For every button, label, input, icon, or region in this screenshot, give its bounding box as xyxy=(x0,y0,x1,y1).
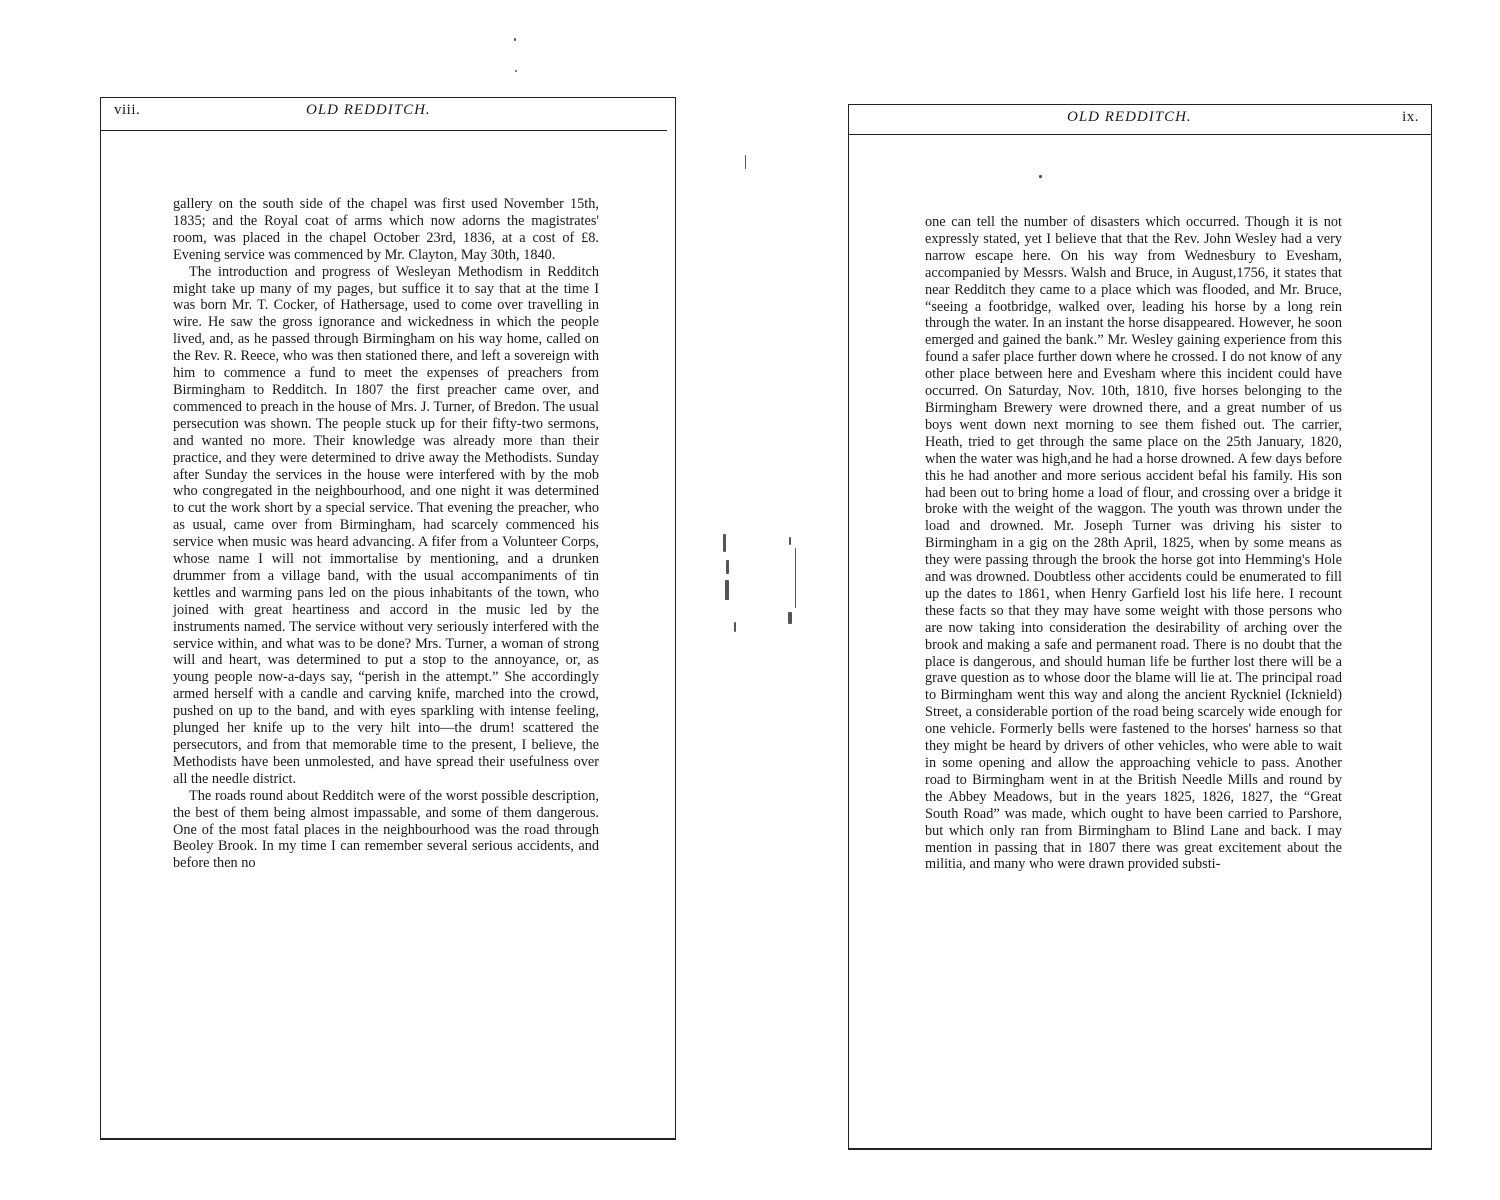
page-top-rule xyxy=(101,97,675,98)
scan-speck xyxy=(726,560,729,574)
page-number: viii. xyxy=(114,102,141,118)
header-rule xyxy=(101,130,667,131)
scan-speck xyxy=(725,580,729,600)
paragraph: The roads round about Redditch were of the worst possible description, the best of them being almost impassable, and some of them dangerous. One of the most fatal places in the neighbourhood was the road through Beoley Brook. In my time I can remember several serious accidents, and before then no xyxy=(173,787,599,872)
scan-speck xyxy=(723,534,726,552)
scan-speck xyxy=(515,70,517,72)
scan-speck xyxy=(795,548,796,608)
header-rule xyxy=(849,134,1431,135)
scan-speck xyxy=(514,38,516,41)
running-head xyxy=(101,102,675,124)
scan-speck xyxy=(734,622,736,632)
right-page xyxy=(848,104,1432,1150)
page-body xyxy=(173,196,599,872)
paragraph: The introduction and progress of Wesleyan Methodism in Redditch might take up many of my pages, but suffice it to say that at the time I was born Mr. T. Cocker, of Hathersage, used to come over travelling in wire. He saw the gross ignorance and wickedness in which the people lived, and, as he passed through Birmingham on his way home, called on the Rev. R. Reece, who was then stationed there, and left a sovereign with him to commence a fund to meet the expenses of preachers from Birmingham to Redditch. In 1807 the first preacher came over, and commenced to preach in the house of Mrs. J. Turner, of Bredon. The usual persecution was shown. The people stuck up for their fifty-two sermons, and wanted no more. Their knowledge was already more than their practice, and they were determined to drive away the Methodists. Sunday after Sunday the services in the house were interfered with by the mob who congregated in the neighbourhood, and one night it was determined to cut the work short by a special service. That evening the preacher, who as usual, came over from Birmingham, had scarcely commenced his service when music was heard advancing. A fifer from a Volunteer Corps, whose name I will not immortalise by mentioning, and a drunken drummer from a village band, with the usual accompaniments of tin kettles and warming pans led on the pious inhabitants of the town, who joined with great heartiness and accord in the music led by the instruments named. The service without very seriously interfered with the service within, and what was to be done? Mrs. Turner, a woman of strong will and heart, was determined to put a stop to the annoyance, or, as young people now-a-days say, “perish in the attempt.” She accordingly armed herself with a candle and carving knife, marched into the crowd, pushed on up to the band, and with eyes sparkling with intense feeling, plunged her knife up to the very hilt into—the drum! scattered the persecutors, and from that memorable time to the present, I believe, the Methodists have been unmolested, and have spread their usefulness over all the needle district. xyxy=(173,263,599,787)
page-body xyxy=(925,214,1342,873)
paragraph: gallery on the south side of the chapel was first used November 15th, 1835; and the Royal coat of arms which now adorns the magistrates' room, was placed in the chapel October 23rd, 1836, at a cost of £8. Evening service was commenced by Mr. Clayton, May 30th, 1840. xyxy=(173,196,599,263)
page-number: ix. xyxy=(1402,109,1419,125)
left-page xyxy=(100,97,676,1140)
running-head xyxy=(849,109,1431,131)
running-title: OLD REDDITCH. xyxy=(1067,109,1192,125)
page-top-rule xyxy=(849,104,1431,105)
scan-speck xyxy=(788,612,792,624)
paragraph: one can tell the number of disasters which occurred. Though it is not expressly stated, yet I believe that that the Rev. John Wesley had a very narrow escape here. On his way from Wednesbury to Evesham, accompanied by Messrs. Walsh and Bruce, in August,1756, it states that near Redditch they came to a place which was flooded, and Mr. Bruce, “seeing a footbridge, walked over, leading his horse by a long rein through the water. In an instant the horse disappeared. However, he soon emerged and gained the bank.” Mr. Wesley gaining experience from this found a safer place further down where he crossed. I do not know of any other place between here and Evesham where this incident could have occurred. On Saturday, Nov. 10th, 1810, five horses belonging to the Birmingham Brewery were drowned there, and a great number of us boys went down next morning to see them fished out. The carrier, Heath, tried to get through the same place on the 25th January, 1820, when the water was high,and he had a horse drowned. A few days before this he had another and more serious accident befal his family. His son had been out to bring home a load of flour, and crossing over a bridge it broke with the weight of the waggon. The youth was thrown under the load and drowned. Mr. Joseph Turner was driving his sister to Birmingham in a gig on the 28th April, 1825, when by some means as they were passing through the brook the horse got into Hemming's Hole and was drowned. Doubtless other accidents could be enumerated to fill up the dates to 1861, when Henry Garfield lost his life here. I recount these facts so that they may have some weight with those persons who are now taking into consideration the desirability of arching over the brook and making a safe and permanent road. There is no doubt that the place is dangerous, and should human life be further lost there will be a grave question as to whose door the blame will lie at. The principal road to Birmingham went this way and along the ancient Ryckniel (Icknield) Street, a considerable portion of the road being scarcely wide enough for one vehicle. Formerly bells were fastened to the horses' harness so that they might be heard by drivers of other vehicles, who were able to wait in some opening and allow the approaching vehicle to pass. Another road to Birmingham went in at the British Needle Mills and round by the Abbey Meadows, but in the years 1825, 1826, 1827, the “Great South Road” was made, which ought to have been carried to Parshore, but which only ran from Birmingham to Blind Lane and back. I may mention in passing that in 1807 there was great excitement about the militia, and many who were drawn provided substi- xyxy=(925,214,1342,873)
scan-speck xyxy=(745,155,746,169)
scan-speck xyxy=(789,537,791,545)
running-title: OLD REDDITCH. xyxy=(306,102,431,118)
